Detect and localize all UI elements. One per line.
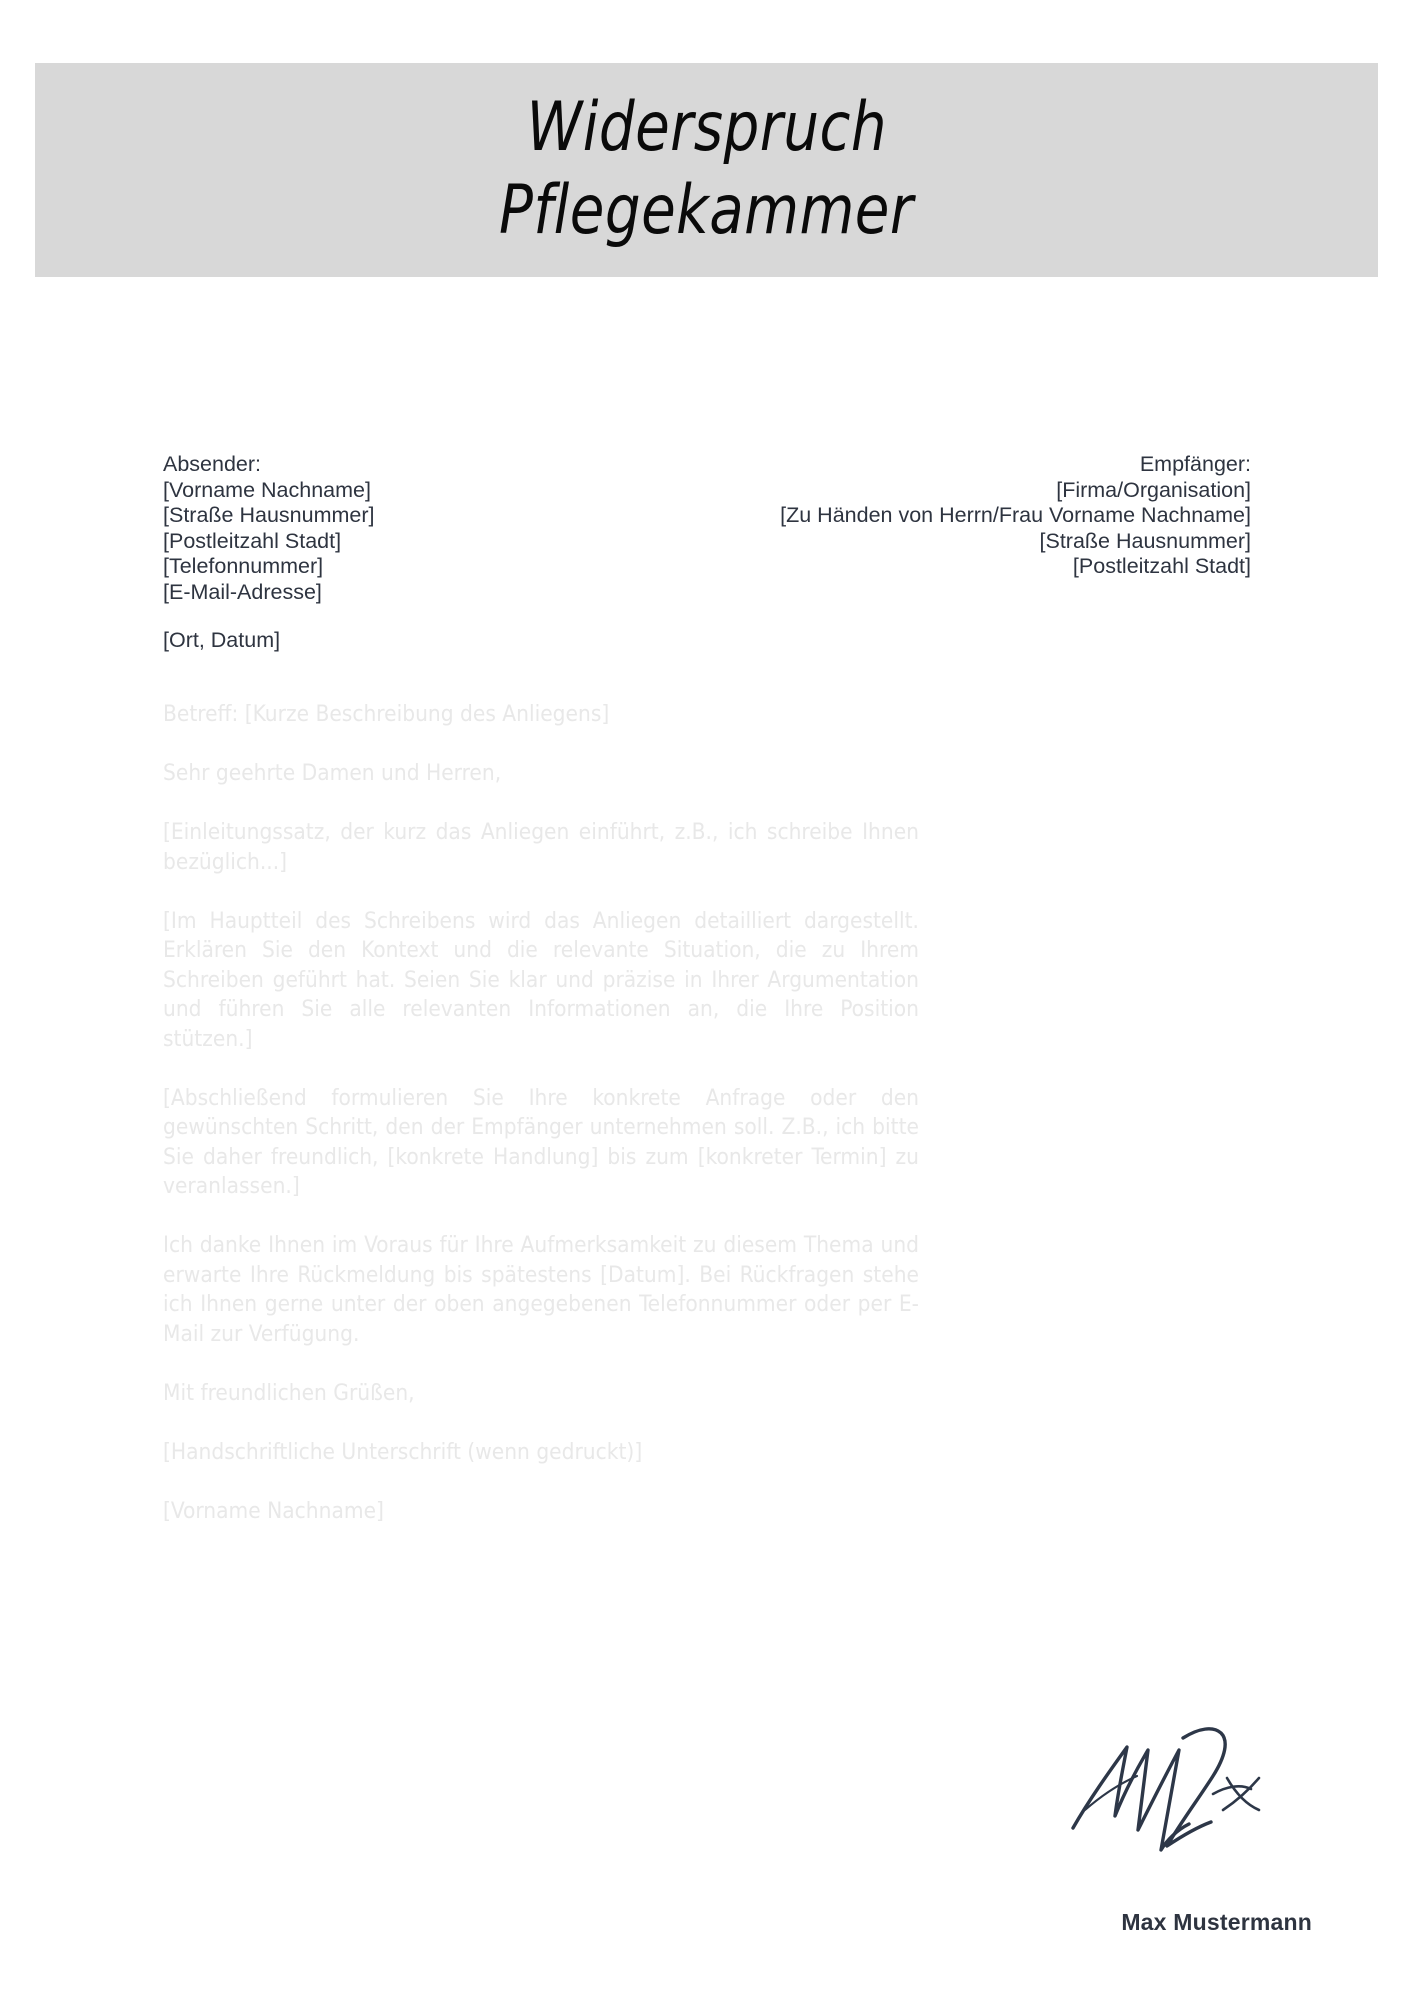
letter-name-placeholder: [Vorname Nachname] bbox=[163, 1497, 384, 1524]
recipient-line-organisation: [Firma/Organisation] bbox=[1056, 477, 1251, 502]
letter-body bbox=[163, 700, 919, 1526]
address-area bbox=[163, 452, 1251, 606]
printed-signer-name: Max Mustermann bbox=[1121, 1909, 1312, 1935]
handwritten-signature-icon bbox=[1055, 1700, 1285, 1875]
letter-main-paragraph: [Im Hauptteil des Schreibens wird das Anliegen detailliert dargestellt. Erklären Sie den Kontext und die relevante Situation, die zu Ihrem Schreiben geführt hat. Seien Sie klar und präzise in Ihrer Argumentation und führen Sie alle relevanten Informationen an, die Ihre Position stützen.] bbox=[163, 907, 919, 1052]
recipient-address-block bbox=[780, 452, 1251, 580]
letter-thanks-paragraph: Ich danke Ihnen im Voraus für Ihre Aufmerksamkeit zu diesem Thema und erwarte Ihre Rückmeldung bis spätestens [Datum]. Bei Rückfragen stehe ich Ihnen gerne unter der oben angegebenen Telefonnummer oder per E-Mail zur Verfügung. bbox=[163, 1232, 919, 1347]
document-header-band bbox=[35, 63, 1378, 277]
sender-line-street: [Straße Hausnummer] bbox=[163, 503, 375, 528]
sender-line-email: [E-Mail-Adresse] bbox=[163, 579, 322, 604]
sender-line-phone: [Telefonnummer] bbox=[163, 554, 324, 579]
recipient-line-attention: [Zu Händen von Herrn/Frau Vorname Nachname] bbox=[780, 503, 1251, 528]
recipient-line-city: [Postleitzahl Stadt] bbox=[1072, 554, 1251, 579]
letter-request-paragraph: [Abschließend formulieren Sie Ihre konkrete Anfrage oder den gewünschten Schritt, den der Empfänger unternehmen soll. Z.B., ich bitte Sie daher freundlich, [konkrete Handlung] bis zum [konkreter Termin] zu veranlassen.] bbox=[163, 1084, 919, 1199]
recipient-label: Empfänger: bbox=[1139, 452, 1251, 476]
place-and-date-line: [Ort, Datum] bbox=[163, 628, 281, 652]
signature-area bbox=[1020, 1700, 1320, 1936]
sender-line-name: [Vorname Nachname] bbox=[163, 477, 371, 502]
page-title-line-2: Pflegekammer bbox=[499, 171, 914, 250]
letter-salutation: Sehr geehrte Damen und Herren, bbox=[163, 760, 502, 786]
recipient-line-street: [Straße Hausnummer] bbox=[1039, 528, 1251, 553]
letter-signature-placeholder: [Handschriftliche Unterschrift (wenn gedruckt)] bbox=[163, 1438, 643, 1465]
page-title-line-1: Widerspruch bbox=[526, 88, 887, 168]
letter-subject: Betreff: [Kurze Beschreibung des Anliegens] bbox=[163, 701, 610, 727]
sender-address-block bbox=[163, 452, 374, 606]
sender-label: Absender: bbox=[163, 452, 262, 476]
sender-line-city: [Postleitzahl Stadt] bbox=[163, 528, 342, 553]
letter-intro-paragraph: [Einleitungssatz, der kurz das Anliegen einführt, z.B., ich schreibe Ihnen bezüglich...] bbox=[163, 819, 919, 875]
letter-closing: Mit freundlichen Grüßen, bbox=[163, 1379, 415, 1406]
